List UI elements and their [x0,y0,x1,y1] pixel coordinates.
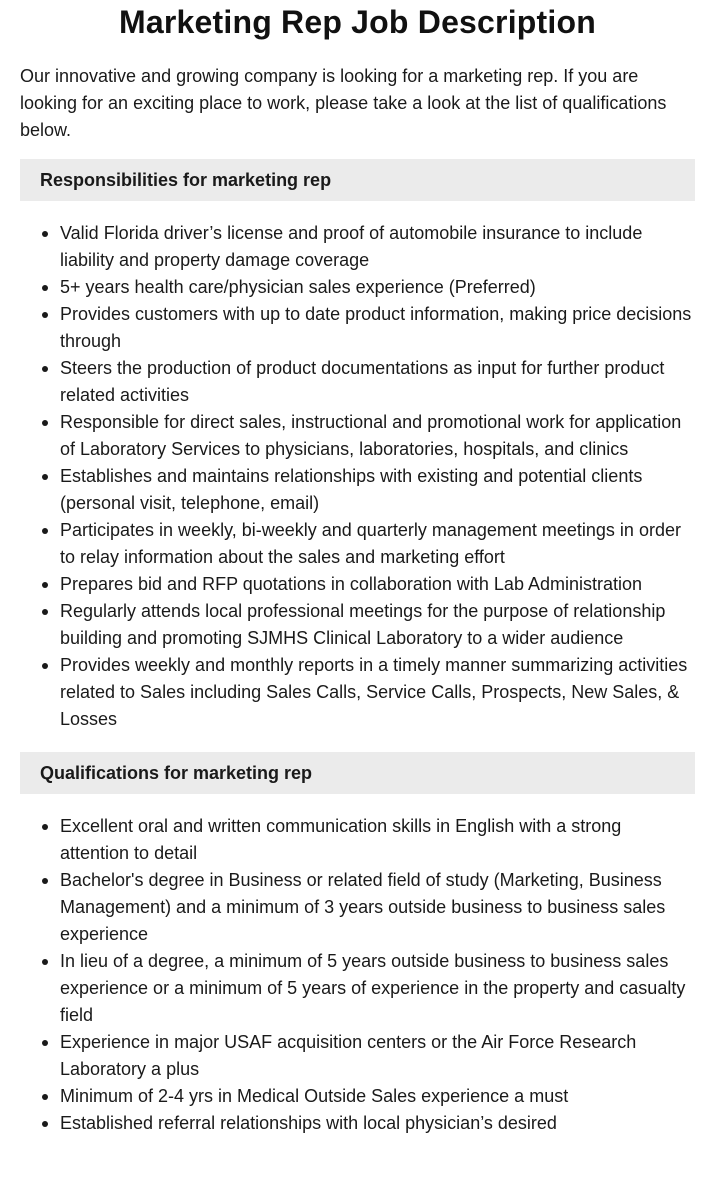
list-item [60,652,695,733]
page-title: Marketing Rep Job Description [119,4,596,40]
list-item [60,813,695,867]
bullet-icon [42,420,48,426]
bullet-icon [42,824,48,830]
bullet-icon [42,609,48,615]
list-item-text: Establishes and maintains relationships with existing and potential clients (personal visit, telephone, email) [60,466,643,513]
list-item [60,1029,695,1083]
list-item [60,948,695,1029]
list-item-text: Provides weekly and monthly reports in a timely manner summarizing activities related to Sales including Sales Calls, Service Calls, Prospects, New Sales, & Losses [60,655,688,729]
bullet-icon [42,878,48,884]
responsibilities-heading: Responsibilities for marketing rep [40,169,332,190]
job-description-page [20,0,695,1137]
list-item [60,301,695,355]
bullet-icon [42,231,48,237]
list-item [60,274,695,301]
list-item-text: Steers the production of product documentations as input for further product related activities [60,358,665,405]
list-item-text: Excellent oral and written communication skills in English with a strong attention to detail [60,816,622,863]
responsibilities-header [20,159,695,201]
intro-paragraph: Our innovative and growing company is looking for a marketing rep. If you are looking for an exciting place to work, please take a look at the list of qualifications below. [20,66,667,140]
list-item-text: Participates in weekly, bi-weekly and quarterly management meetings in order to relay information about the sales and marketing effort [60,520,681,567]
list-item [60,571,695,598]
list-item [60,463,695,517]
qualifications-list [20,794,695,1137]
bullet-icon [42,582,48,588]
list-item-text: Bachelor's degree in Business or related field of study (Marketing, Business Management) and a minimum of 3 years outside business to business sales experience [60,870,666,944]
bullet-icon [42,1094,48,1100]
bullet-icon [42,528,48,534]
list-item [60,355,695,409]
list-item [60,867,695,948]
bullet-icon [42,312,48,318]
list-item-text: 5+ years health care/physician sales experience (Preferred) [60,277,536,297]
bullet-icon [42,1040,48,1046]
bullet-icon [42,366,48,372]
list-item-text: Responsible for direct sales, instructional and promotional work for application of Laboratory Services to physicians, laboratories, hospitals, and clinics [60,412,682,459]
list-item-text: Valid Florida driver’s license and proof of automobile insurance to include liability and property damage coverage [60,223,643,270]
bullet-icon [42,663,48,669]
list-item-text: Experience in major USAF acquisition centers or the Air Force Research Laboratory a plus [60,1032,637,1079]
list-item [60,598,695,652]
list-item-text: In lieu of a degree, a minimum of 5 years outside business to business sales experience or a minimum of 5 years of experience in the property and casualty field [60,951,686,1025]
bullet-icon [42,1121,48,1127]
qualifications-header [20,752,695,794]
list-item-text: Established referral relationships with local physician’s desired [60,1113,557,1133]
list-item-text: Provides customers with up to date product information, making price decisions through [60,304,692,351]
qualifications-heading: Qualifications for marketing rep [40,762,313,783]
list-item-text: Regularly attends local professional meetings for the purpose of relationship building and promoting SJMHS Clinical Laboratory to a wider audience [60,601,666,648]
list-item [60,1083,695,1110]
list-item-text: Prepares bid and RFP quotations in collaboration with Lab Administration [60,574,643,594]
list-item [60,517,695,571]
list-item-text: Minimum of 2-4 yrs in Medical Outside Sales experience a must [60,1086,569,1106]
responsibilities-list [20,201,695,733]
list-item [60,220,695,274]
list-item [60,1110,695,1137]
bullet-icon [42,959,48,965]
list-item [60,409,695,463]
bullet-icon [42,285,48,291]
bullet-icon [42,474,48,480]
